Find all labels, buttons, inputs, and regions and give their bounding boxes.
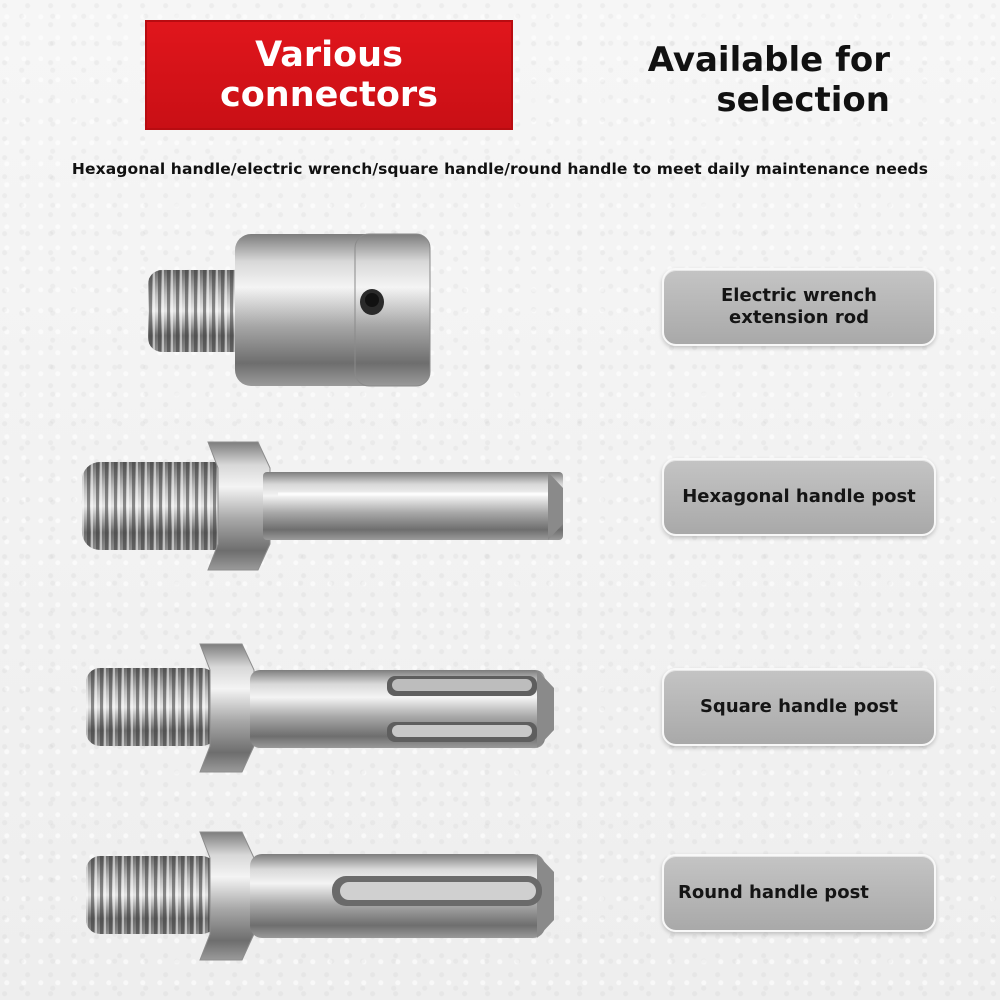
banner-line-2: connectors [220,75,438,115]
product-label-line-1: Electric wrench [721,285,877,306]
product-label-electric-wrench [662,268,936,346]
available-heading [600,40,890,120]
banner-line-1: Various [255,35,403,75]
product-label-square [662,668,936,746]
product-label-round [662,854,936,932]
product-label-line-2: extension rod [729,307,869,328]
available-line-1: Available for [647,40,890,80]
product-label-hexagonal [662,458,936,536]
round-shank-adapter-icon [82,828,562,964]
socket-adapter-icon [140,230,440,390]
sds-square-shank-adapter-icon [82,640,562,776]
product-label-line-1: Round handle post [678,882,869,903]
header-banner [145,20,513,130]
product-label-line-1: Square handle post [699,696,899,717]
hex-shank-adapter-icon [78,438,568,574]
product-label-line-1: Hexagonal handle post [682,486,916,507]
page-subtitle: Hexagonal handle/electric wrench/square handle/round handle to meet daily maintenance needs [71,160,929,178]
available-line-2: selection [716,80,890,120]
